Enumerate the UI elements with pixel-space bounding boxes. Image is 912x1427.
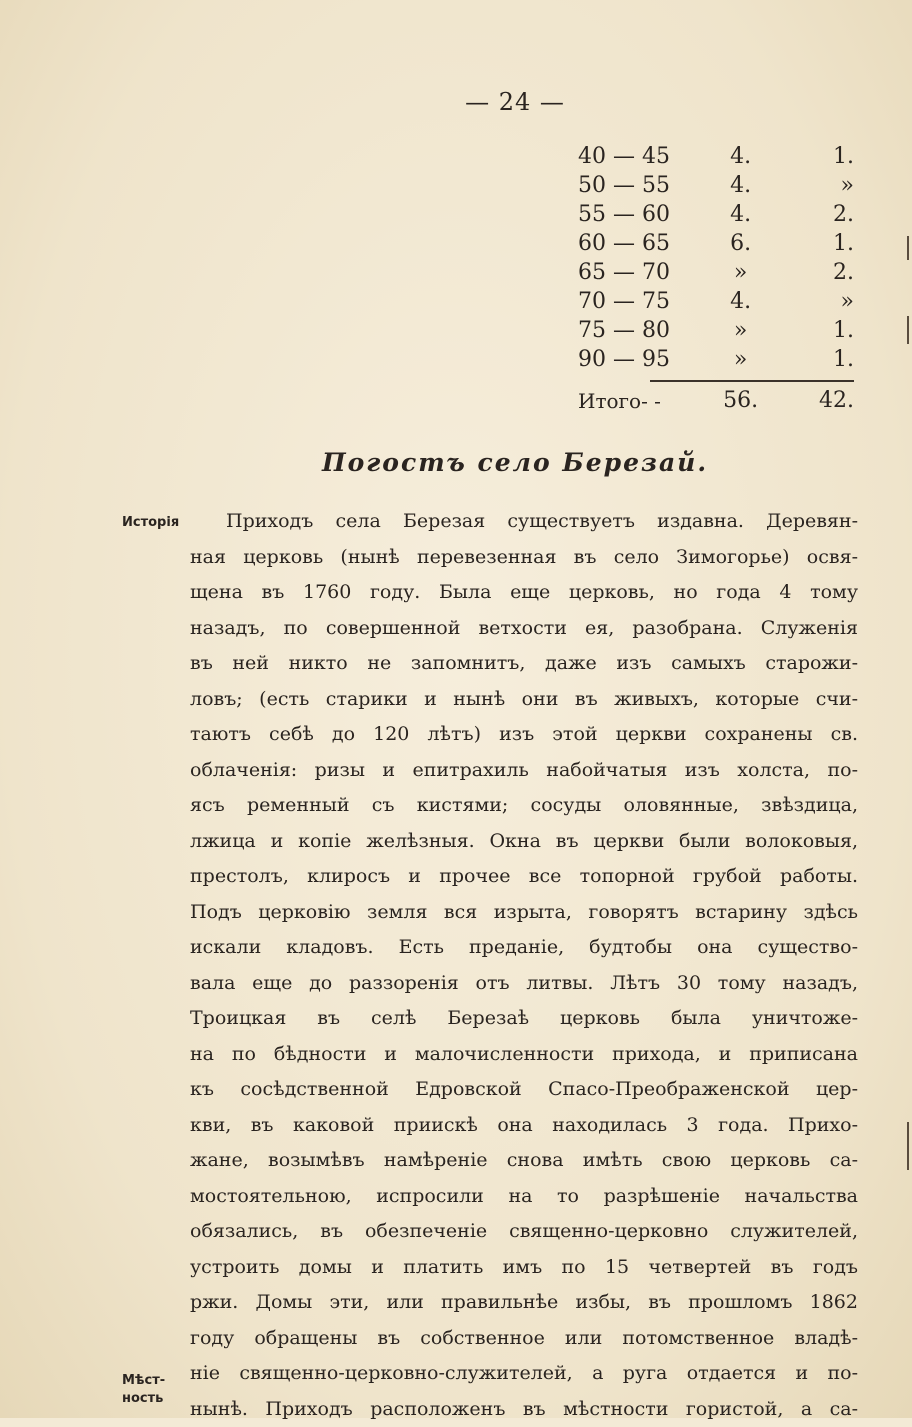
text-line: престолъ, клиросъ и прочее все топорной грубой работы. — [190, 859, 858, 895]
count-b: 1. — [775, 231, 858, 256]
body-text — [190, 504, 858, 1427]
text-line: ловъ; (есть старики и нынѣ они въ живыхъ, которые счи- — [190, 682, 858, 718]
table-row — [578, 345, 858, 374]
count-b: » — [775, 173, 858, 198]
text-line: ржи. Домы эти, или правильнѣе избы, въ прошломъ 1862 — [190, 1285, 858, 1321]
count-a: 4. — [706, 289, 775, 314]
count-b: 1. — [775, 318, 858, 343]
table-row — [578, 200, 858, 229]
total-rule — [650, 380, 854, 382]
count-a: 4. — [706, 202, 775, 227]
text-line: назадъ, по совершенной ветхости ея, разобрана. Служенія — [190, 611, 858, 647]
text-line: ясъ ременный съ кистями; сосуды оловянные, звѣздица, — [190, 788, 858, 824]
age-table — [578, 142, 858, 415]
table-row — [578, 142, 858, 171]
text-line: Приходъ села Березая существуетъ издавна. Деревян- — [190, 504, 858, 540]
text-line: къ сосѣдственной Едровской Спасо-Преображенской цер- — [190, 1072, 858, 1108]
text-line: кви, въ каковой приискѣ она находилась 3 года. Прихо- — [190, 1108, 858, 1144]
text-line: ніе священно-церковно-служителей, а руга отдается и по- — [190, 1356, 858, 1392]
age-range: 50 — 55 — [578, 173, 706, 198]
margin-note-locality-1: Мѣст- — [122, 1372, 165, 1390]
margin-note-history: Исторія — [122, 514, 179, 532]
count-b: 1. — [775, 347, 858, 372]
section-heading: Погостъ село Березай. — [0, 448, 912, 477]
text-line: Троицкая въ селѣ Березаѣ церковь была уничтоже- — [190, 1001, 858, 1037]
text-line: лжица и копіе желѣзныя. Окна въ церкви были волоковыя, — [190, 824, 858, 860]
count-a: » — [706, 318, 775, 343]
text-line: вала еще до раззоренія отъ литвы. Лѣтъ 30 тому назадъ, — [190, 966, 858, 1002]
count-a: 4. — [706, 173, 775, 198]
edge-mark — [907, 1122, 909, 1170]
age-range: 55 — 60 — [578, 202, 706, 227]
total-a: 56. — [706, 388, 775, 413]
text-line: таютъ себѣ до 120 лѣтъ) изъ этой церкви сохранены св. — [190, 717, 858, 753]
text-line: щена въ 1760 году. Была еще церковь, но года 4 тому — [190, 575, 858, 611]
text-line: мостоятельною, испросили на то разрѣшеніе начальства — [190, 1179, 858, 1215]
age-range: 40 — 45 — [578, 144, 706, 169]
text-line: году обращены въ собственное или потомственное владѣ- — [190, 1321, 858, 1357]
total-row — [578, 386, 858, 415]
table-row — [578, 171, 858, 200]
edge-mark — [907, 236, 909, 260]
count-b: » — [775, 289, 858, 314]
count-a: 4. — [706, 144, 775, 169]
table-row — [578, 229, 858, 258]
text-line: Подъ церковію земля вся изрыта, говорятъ встарину здѣсь — [190, 895, 858, 931]
count-b: 2. — [775, 260, 858, 285]
text-line: ная церковь (нынѣ перевезенная въ село Зимогорье) освя- — [190, 540, 858, 576]
total-b: 42. — [775, 388, 858, 413]
text-line: въ ней никто не запомнитъ, даже изъ самыхъ старожи- — [190, 646, 858, 682]
table-row — [578, 316, 858, 345]
count-a: 6. — [706, 231, 775, 256]
total-label: Итого- - — [578, 389, 706, 413]
text-line: нынѣ. Приходъ расположенъ въ мѣстности гористой, а са- — [190, 1392, 858, 1427]
text-line: облаченія: ризы и епитрахиль набойчатыя изъ холста, по- — [190, 753, 858, 789]
margin-note-locality-2: ность — [122, 1390, 163, 1408]
count-a: » — [706, 260, 775, 285]
table-row — [578, 258, 858, 287]
edge-mark — [907, 316, 909, 344]
age-range: 75 — 80 — [578, 318, 706, 343]
count-b: 1. — [775, 144, 858, 169]
text-line: жане, возымѣвъ намѣреніе снова имѣть свою церковь са- — [190, 1143, 858, 1179]
page-number: — 24 — — [0, 88, 912, 116]
age-range: 60 — 65 — [578, 231, 706, 256]
table-row — [578, 287, 858, 316]
text-line: устроить домы и платить имъ по 15 четвертей въ годъ — [190, 1250, 858, 1286]
count-b: 2. — [775, 202, 858, 227]
age-range: 70 — 75 — [578, 289, 706, 314]
text-line: обязались, въ обезпеченіе священно-церковно служителей, — [190, 1214, 858, 1250]
count-a: » — [706, 347, 775, 372]
age-range: 90 — 95 — [578, 347, 706, 372]
age-range: 65 — 70 — [578, 260, 706, 285]
text-line: искали кладовъ. Есть преданіе, будтобы она существо- — [190, 930, 858, 966]
text-line: на по бѣдности и малочисленности прихода, и приписана — [190, 1037, 858, 1073]
